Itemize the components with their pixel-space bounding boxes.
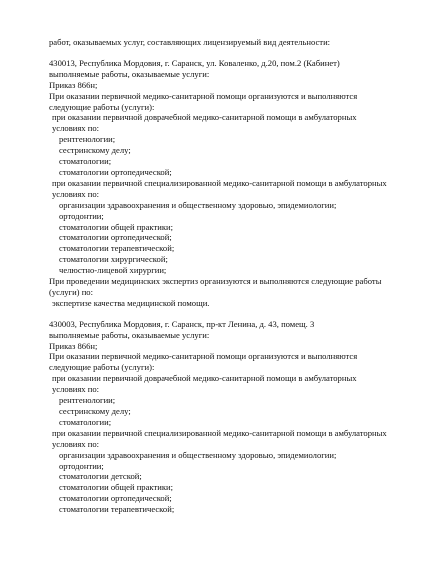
block-1-prevrach-item: стоматологии; [59, 156, 112, 167]
block-1-prevrach-intro: при оказании первичной доврачебной медико-санитарной помощи в амбулаторных условиях по: [52, 112, 357, 134]
block-1-works-label: выполняемые работы, оказываемые услуги: [49, 68, 210, 79]
block-1-spec-item: стоматологии хирургической; [59, 254, 168, 265]
block-2-works-label: выполняемые работы, оказываемые услуги: [49, 329, 210, 340]
block-2-order: Приказ 866н; [49, 340, 98, 351]
spacer [49, 48, 389, 58]
block-1-spec-item: ортодонтии; [59, 210, 104, 221]
block-2-prevrach-item: рентгенологии; [59, 395, 116, 406]
block-1-spec-item: стоматологии общей практики; [59, 221, 173, 232]
block-2-spec-item: стоматологии общей практики; [59, 482, 173, 493]
block-1-expertise-intro: При проведении медицинских экспертиз организуются и выполняются следующие работы (услуги) по: [49, 276, 382, 297]
block-2-spec-item: ортодонтии; [59, 460, 104, 471]
block-1-pmsp-intro: При оказании первичной медико-санитарной помощи организуются и выполняются следующие работы (услуги): [49, 90, 358, 112]
block-2-spec-item: организации здравоохранения и общественному здоровью, эпидемиологии; [59, 449, 337, 460]
block-2-spec-item: стоматологии детской; [59, 471, 142, 482]
block-2-spec-intro: при оказании первичной специализированной медико-санитарной помощи в амбулаторных условиях по: [52, 427, 387, 449]
block-1-order: Приказ 866н; [49, 79, 98, 90]
block-2-pmsp-intro: При оказании первичной медико-санитарной помощи организуются и выполняются следующие работы (услуги): [49, 351, 358, 373]
block-2-prevrach-item: сестринскому делу; [59, 406, 131, 416]
block-1-spec-item: стоматологии ортопедической; [59, 232, 172, 243]
spacer [49, 309, 389, 319]
block-2-prevrach-intro: при оказании первичной доврачебной медико-санитарной помощи в амбулаторных условиях по: [52, 373, 357, 395]
block-1-prevrach-item: сестринскому делу; [59, 145, 131, 156]
block-1-prevrach-item: стоматологии ортопедической; [59, 166, 172, 177]
address-block-1 [49, 58, 389, 309]
block-2-address: 430003, Республика Мордовия, г. Саранск, пр-кт Ленина, д. 43, помещ. 3 [49, 318, 315, 329]
address-block-2 [49, 319, 389, 515]
block-1-expertise-item: экспертизе качества медицинской помощи. [52, 297, 210, 308]
header-line: работ, оказываемых услуг, составляющих лицензируемый вид деятельности: [49, 37, 331, 47]
block-1-spec-item: стоматологии терапевтической; [59, 243, 175, 254]
block-1-prevrach-item: рентгенологии; [59, 134, 116, 145]
block-1-address: 430013, Республика Мордовия, г. Саранск, ул. Коваленко, д.20, пом.2 (Кабинет) [49, 57, 340, 68]
block-1-spec-intro: при оказании первичной специализированной медико-санитарной помощи в амбулаторных условиях по: [52, 177, 387, 199]
block-2-spec-item: стоматологии терапевтической; [59, 504, 175, 515]
block-1-spec-item: челюстно-лицевой хирургии; [59, 265, 167, 276]
block-2-spec-item: стоматологии ортопедической; [59, 493, 172, 504]
document-content [49, 37, 389, 515]
block-2-prevrach-item: стоматологии; [59, 416, 112, 427]
block-1-spec-item: организации здравоохранения и общественному здоровью, эпидемиологии; [59, 199, 337, 210]
